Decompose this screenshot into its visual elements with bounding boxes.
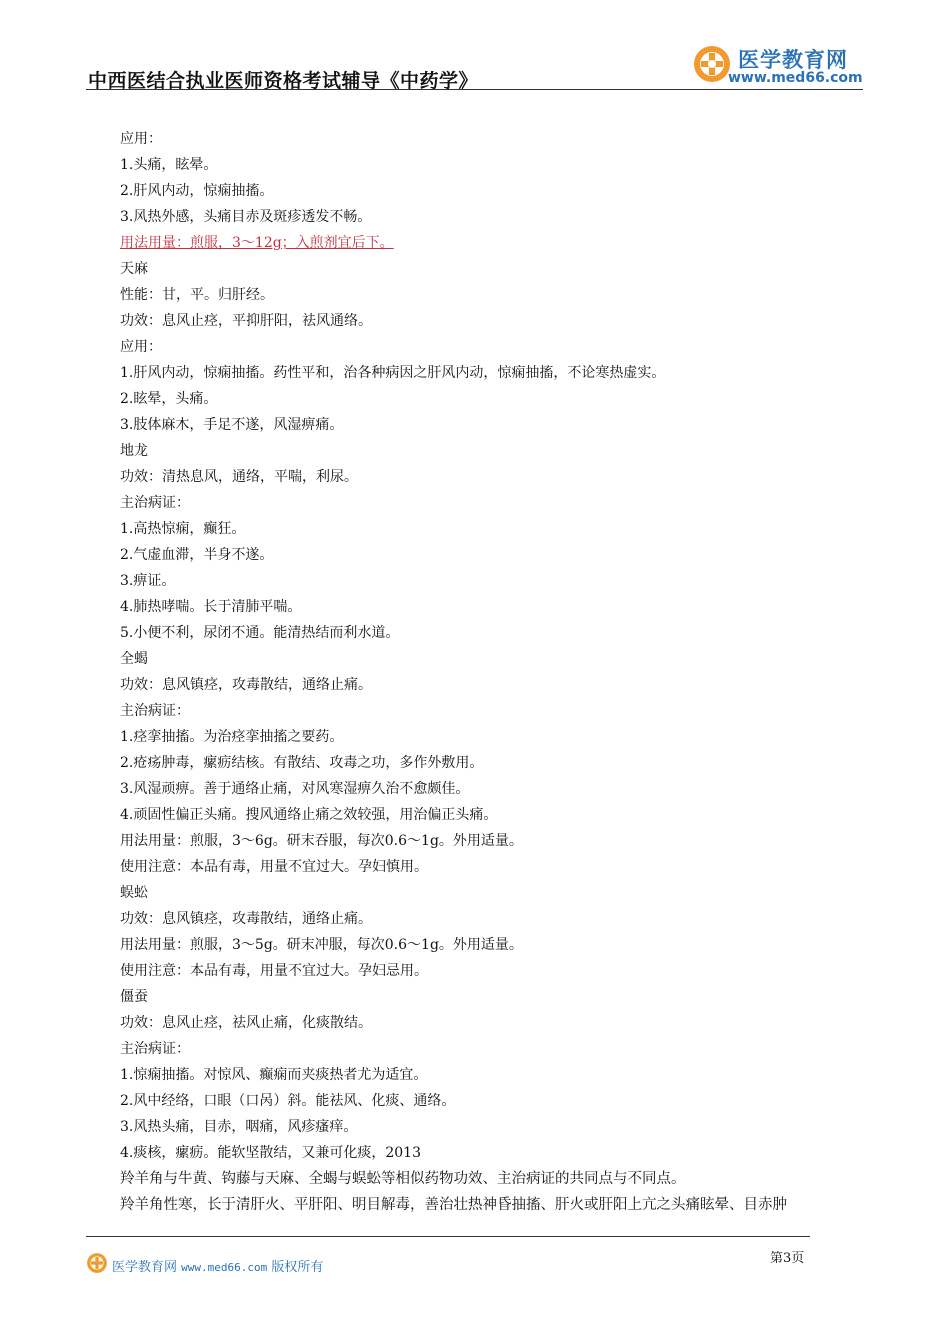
logo-url: www.med66.com xyxy=(728,70,863,86)
text-line: 2.风中经络，口眼（口呙）斜。能祛风、化痰、通络。 xyxy=(120,1093,456,1109)
text-line: 功效：清热息风，通络，平喘，利尿。 xyxy=(120,469,358,485)
text-line: 主治病证： xyxy=(120,495,190,511)
text-line: 主治病证： xyxy=(120,1041,190,1057)
document-body xyxy=(120,126,880,1218)
text-line: 性能：甘，平。归肝经。 xyxy=(120,287,274,303)
text-line: 2.疮疡肿毒，瘰疬结核。有散结、攻毒之功，多作外敷用。 xyxy=(120,755,484,771)
text-line: 使用注意：本品有毒，用量不宜过大。孕妇慎用。 xyxy=(120,859,428,875)
text-line: 1.高热惊痫，癫狂。 xyxy=(120,521,246,537)
text-line: 功效：息风止痉，平抑肝阳，祛风通络。 xyxy=(120,313,372,329)
text-line: 应用： xyxy=(120,131,162,147)
footer-rights: 版权所有 xyxy=(271,1260,324,1275)
text-line: 3.风热外感，头痛目赤及斑疹透发不畅。 xyxy=(120,209,372,225)
text-line: 应用： xyxy=(120,339,162,355)
logo-brand-name: 医学教育网 xyxy=(738,48,848,72)
med66-footer-logo-icon xyxy=(86,1252,108,1274)
text-line: 1.惊痫抽搐。对惊风、癫痫而夹痰热者尤为适宜。 xyxy=(120,1067,428,1083)
text-line: 2.气虚血滞，半身不遂。 xyxy=(120,547,274,563)
text-line: 3.风热头痛，目赤，咽痛，风疹瘙痒。 xyxy=(120,1119,358,1135)
text-line: 1.痉挛抽搐。为治痉挛抽搐之要药。 xyxy=(120,729,344,745)
text-line: 4.痰核，瘰疬。能软坚散结，又兼可化痰，2013 xyxy=(120,1145,421,1161)
text-line: 3.痹证。 xyxy=(120,573,176,589)
text-line: 羚羊角性寒，长于清肝火、平肝阳、明目解毒，善治壮热神昏抽搐、肝火或肝阳上亢之头痛眩晕、目赤肿 xyxy=(120,1197,787,1213)
herb-heading: 蜈蚣 xyxy=(120,885,148,901)
text-line: 2.肝风内动，惊痫抽搐。 xyxy=(120,183,274,199)
text-line: 功效：息风镇痉，攻毒散结，通络止痛。 xyxy=(120,911,372,927)
text-line: 1.肝风内动，惊痫抽搐。药性平和，治各种病因之肝风内动，惊痫抽搐，不论寒热虚实。 xyxy=(120,365,666,381)
med66-logo-icon xyxy=(692,44,732,84)
text-line: 主治病证： xyxy=(120,703,190,719)
text-line: 3.风湿顽痹。善于通络止痛，对风寒湿痹久治不愈颇佳。 xyxy=(120,781,470,797)
text-line: 4.肺热哮喘。长于清肺平喘。 xyxy=(120,599,302,615)
site-logo[interactable] xyxy=(692,44,867,92)
herb-heading: 全蝎 xyxy=(120,651,148,667)
text-line: 羚羊角与牛黄、钩藤与天麻、全蝎与蜈蚣等相似药物功效、主治病证的共同点与不同点。 xyxy=(120,1171,686,1187)
header-divider xyxy=(86,89,863,90)
text-line: 用法用量：煎服，3～5g。研末冲服，每次0.6～1g。外用适量。 xyxy=(120,937,523,953)
text-line: 5.小便不利，尿闭不通。能清热结而利水道。 xyxy=(120,625,400,641)
text-line: 功效：息风镇痉，攻毒散结，通络止痛。 xyxy=(120,677,372,693)
text-line: 4.顽固性偏正头痛。搜风通络止痛之效较强，用治偏正头痛。 xyxy=(120,807,498,823)
herb-heading: 天麻 xyxy=(120,261,148,277)
footer-url[interactable]: www.med66.com xyxy=(181,1261,268,1274)
document-header-title: 中西医结合执业医师资格考试辅导《中药学》 xyxy=(88,70,479,92)
herb-heading: 僵蚕 xyxy=(120,989,148,1005)
footer-brand: 医学教育网 xyxy=(112,1260,178,1275)
herb-heading: 地龙 xyxy=(120,443,148,459)
text-line: 使用注意：本品有毒，用量不宜过大。孕妇忌用。 xyxy=(120,963,428,979)
text-line: 1.头痛，眩晕。 xyxy=(120,157,218,173)
footer-copyright xyxy=(112,1256,323,1275)
text-line: 3.肢体麻木，手足不遂，风湿痹痛。 xyxy=(120,417,344,433)
page-number: 第3页 xyxy=(770,1251,805,1266)
text-line: 2.眩晕，头痛。 xyxy=(120,391,218,407)
text-line: 用法用量：煎服，3～6g。研末吞服，每次0.6～1g。外用适量。 xyxy=(120,833,523,849)
footer-divider xyxy=(86,1236,810,1237)
highlighted-dosage-line: 用法用量：煎服，3～12g；入煎剂宜后下。 xyxy=(120,235,394,251)
text-line: 功效：息风止痉，祛风止痛，化痰散结。 xyxy=(120,1015,372,1031)
